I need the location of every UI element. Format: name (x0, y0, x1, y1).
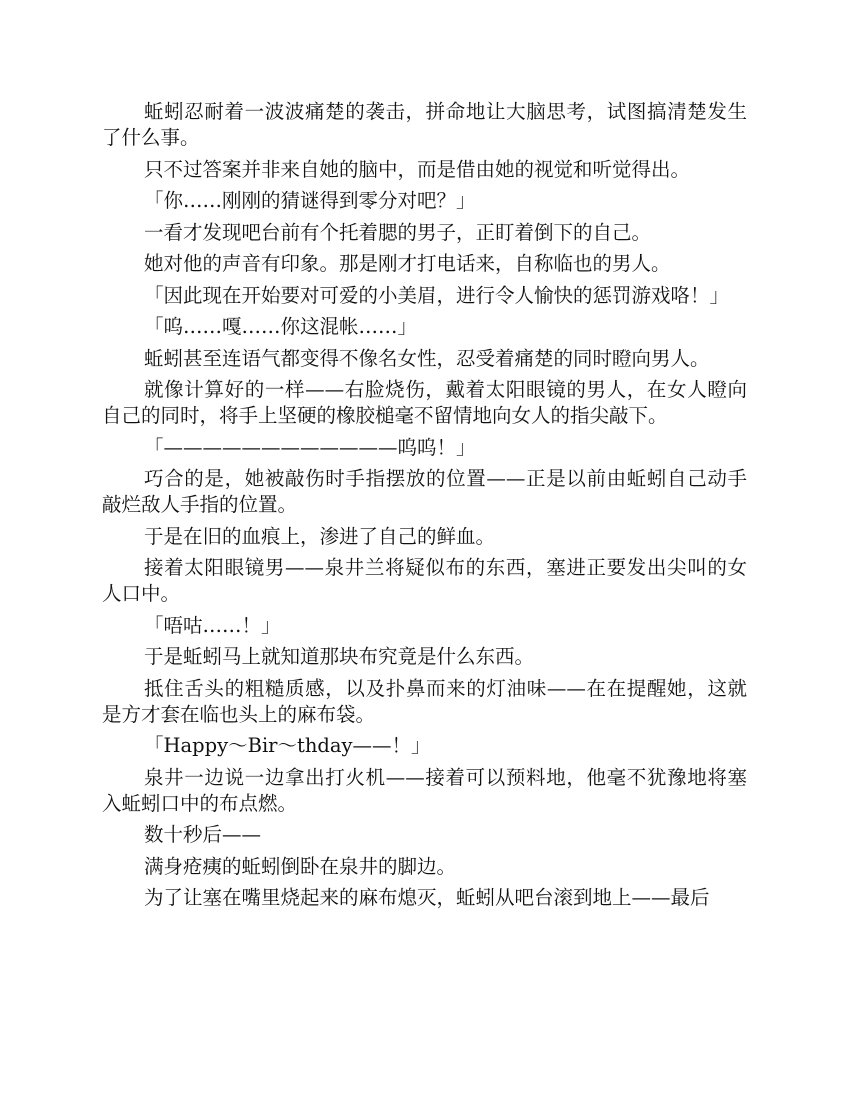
paragraph: 蚯蚓忍耐着一波波痛楚的袭击，拼命地让大脑思考，试图搞清楚发生了什么事。 (102, 100, 747, 149)
paragraph: 「————————————呜呜！」 (144, 435, 476, 459)
paragraph: 只不过答案并非来自她的脑中，而是借由她的视觉和听觉得出。 (144, 157, 691, 181)
paragraph: 数十秒后—— (144, 823, 262, 846)
paragraph: 「因此现在开始要对可爱的小美眉，进行令人愉快的惩罚游戏咯！」 (144, 283, 730, 307)
paragraph: 巧合的是，她被敲伤时手指摆放的位置——正是以前由蚯蚓自己动手敲烂敌人手指的位置。 (102, 467, 747, 516)
paragraph: 就像计算好的一样——右脸烧伤，戴着太阳眼镜的男人，在女人瞪向自己的同时，将手上坚硬的橡胶槌毫不留情地向女人的指尖敲下。 (102, 378, 747, 427)
paragraph: 泉井一边说一边拿出打火机——接着可以预料地，他毫不犹豫地将塞入蚯蚓口中的布点燃。 (102, 765, 747, 815)
paragraph: 蚯蚓甚至连语气都变得不像名女性，忍受着痛楚的同时瞪向男人。 (144, 346, 710, 370)
paragraph: 「你……刚刚的猜谜得到零分对吧？」 (144, 189, 476, 212)
paragraph: 「Happy～Bir～thday——！」 (144, 734, 431, 757)
paragraph: 满身疮痍的蚯蚓倒卧在泉井的脚边。 (144, 854, 457, 878)
paragraph: 为了让塞在嘴里烧起来的麻布熄灭，蚯蚓从吧台滚到地上——最后 (144, 886, 710, 909)
paragraph: 一看才发现吧台前有个托着腮的男子，正盯着倒下的自己。 (144, 220, 652, 244)
paragraph: 「呜……嘎……你这混帐……」 (144, 315, 418, 338)
paragraph: 接着太阳眼镜男——泉井兰将疑似布的东西，塞进正要发出尖叫的女人口中。 (102, 556, 747, 605)
paragraph: 她对他的声音有印象。那是刚才打电话来，自称临也的男人。 (144, 252, 671, 275)
paragraph: 抵住舌头的粗糙质感，以及扑鼻而来的灯油味——在在提醒她，这就是方才套在临也头上的麻布袋。 (102, 676, 747, 726)
paragraph: 于是蚯蚓马上就知道那块布究竟是什么东西。 (144, 645, 535, 668)
paragraph: 于是在旧的血痕上，渗进了自己的鲜血。 (144, 524, 496, 548)
paragraph: 「唔咕……！」 (144, 613, 281, 637)
text-body (102, 99, 747, 917)
